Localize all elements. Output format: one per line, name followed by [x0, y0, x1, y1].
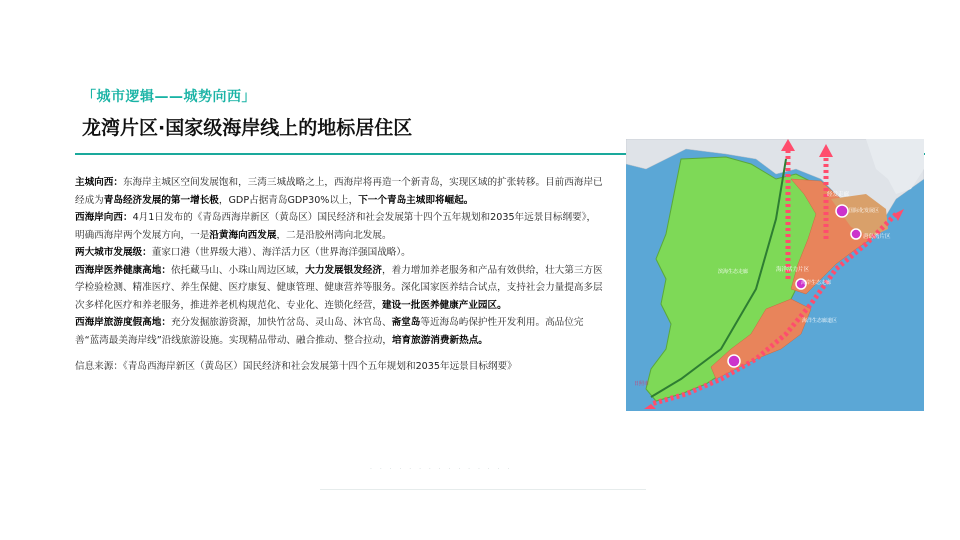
map-label: 海洋活力片区 [776, 267, 810, 273]
footer-divider [320, 489, 646, 490]
section-kicker: 「城市逻辑——城势向西」 [82, 89, 256, 105]
hub-marker [836, 205, 848, 217]
paragraph-main-city-west [75, 174, 605, 209]
hub-marker [851, 229, 861, 239]
map-label: 滨海生态走廊 [718, 269, 749, 275]
paragraph-label: 西海岸医养健康高地： [75, 264, 171, 276]
paragraph-label: 主城向西： [75, 177, 123, 188]
paragraph-label: 两大城市发展级： [75, 247, 152, 258]
map-label: 海岸生态走廊 [801, 280, 832, 286]
paragraph-text: 等近海岛屿保护性开发利用。高品位完善“蓝湾最美海岸线”沿线旅游设施。实现精品带动、融合推动、整合拉动， [75, 317, 584, 346]
paragraph-emphasis: 斋堂岛 [391, 317, 421, 328]
source-note: 信息来源：《青岛西海岸新区（黄岛区）国民经济和社会发展第十四个五年规划和2035年远景目标纲要》 [75, 361, 517, 372]
paragraph-text: 4月1日发布的《青岛西海岸新区（黄岛区）国民经济和社会发展第十四个五年规划和2035年远景目标纲要》，明确西海岸两个发展方向，一是 [75, 212, 597, 241]
paragraph-label: 西海岸旅游度假高地： [75, 317, 171, 328]
paragraph-emphasis: 培育旅游消费新热点。 [391, 334, 488, 346]
map-label: 唐岛湾片区 [863, 234, 891, 240]
map-label: 日照市 [634, 381, 650, 387]
paragraph-emphasis: 建设一批医养健康产业园区。 [382, 299, 507, 311]
paragraph-emphasis: 青岛经济发展的第一增长极 [103, 194, 219, 206]
paragraph-west-coast-west [75, 209, 605, 244]
paragraph-text: 依托藏马山、小珠山周边区域， [170, 264, 306, 276]
paragraph-text: 充分发掘旅游资源，加快竹岔岛、灵山岛、沐官岛、 [170, 317, 392, 328]
hub-marker [728, 355, 740, 367]
paragraph-label: 西海岸向西： [75, 212, 133, 223]
paragraph-text: ，GDP占据青岛GDP30%以上， [218, 194, 359, 206]
footer-decoration: · · · · · · · · · · · · · · · [370, 466, 513, 473]
paragraph-emphasis: 大力发展银发经济 [305, 264, 382, 276]
paragraph-text: ，二是沿胶州湾向北发展。 [276, 229, 392, 241]
planning-map [626, 139, 924, 411]
paragraph-emphasis: 沿黄海向西发展 [209, 229, 277, 241]
page-title: 龙湾片区·国家级海岸线上的地标居住区 [82, 117, 413, 139]
map-label: 经发走廊 [827, 192, 850, 198]
planning-map-svg [626, 139, 924, 411]
map-label: 海洋生态廊道区 [802, 318, 838, 324]
paragraph-tourism-highland [75, 314, 605, 349]
paragraph-text: ，着力增加养老服务和产品有效供给，壮大第三方医学检验检测、精准医疗、养生保健、医疗康复、健康管理、健康营养等服务。深化国家医养结合试点，支持社会力量提高多层次多样化医疗和养老服务，推进养老机构规范化、专业化、连锁化经营， [75, 264, 603, 311]
paragraph-health-highland [75, 262, 605, 315]
paragraph-text: 董家口港（世界级大港）、海洋活力区（世界海洋强国战略）。 [151, 247, 411, 258]
paragraph-text: 东海岸主城区空间发展饱和，三湾三城战略之上，西海岸将再造一个新青岛，实现区域的扩张转移。目前西海岸已经成为 [75, 177, 603, 206]
paragraph-two-poles [75, 244, 605, 262]
paragraph-emphasis: 下一个青岛主城即将崛起。 [358, 194, 474, 206]
body-text [75, 174, 605, 376]
map-label: 国际化发展区 [849, 208, 880, 214]
